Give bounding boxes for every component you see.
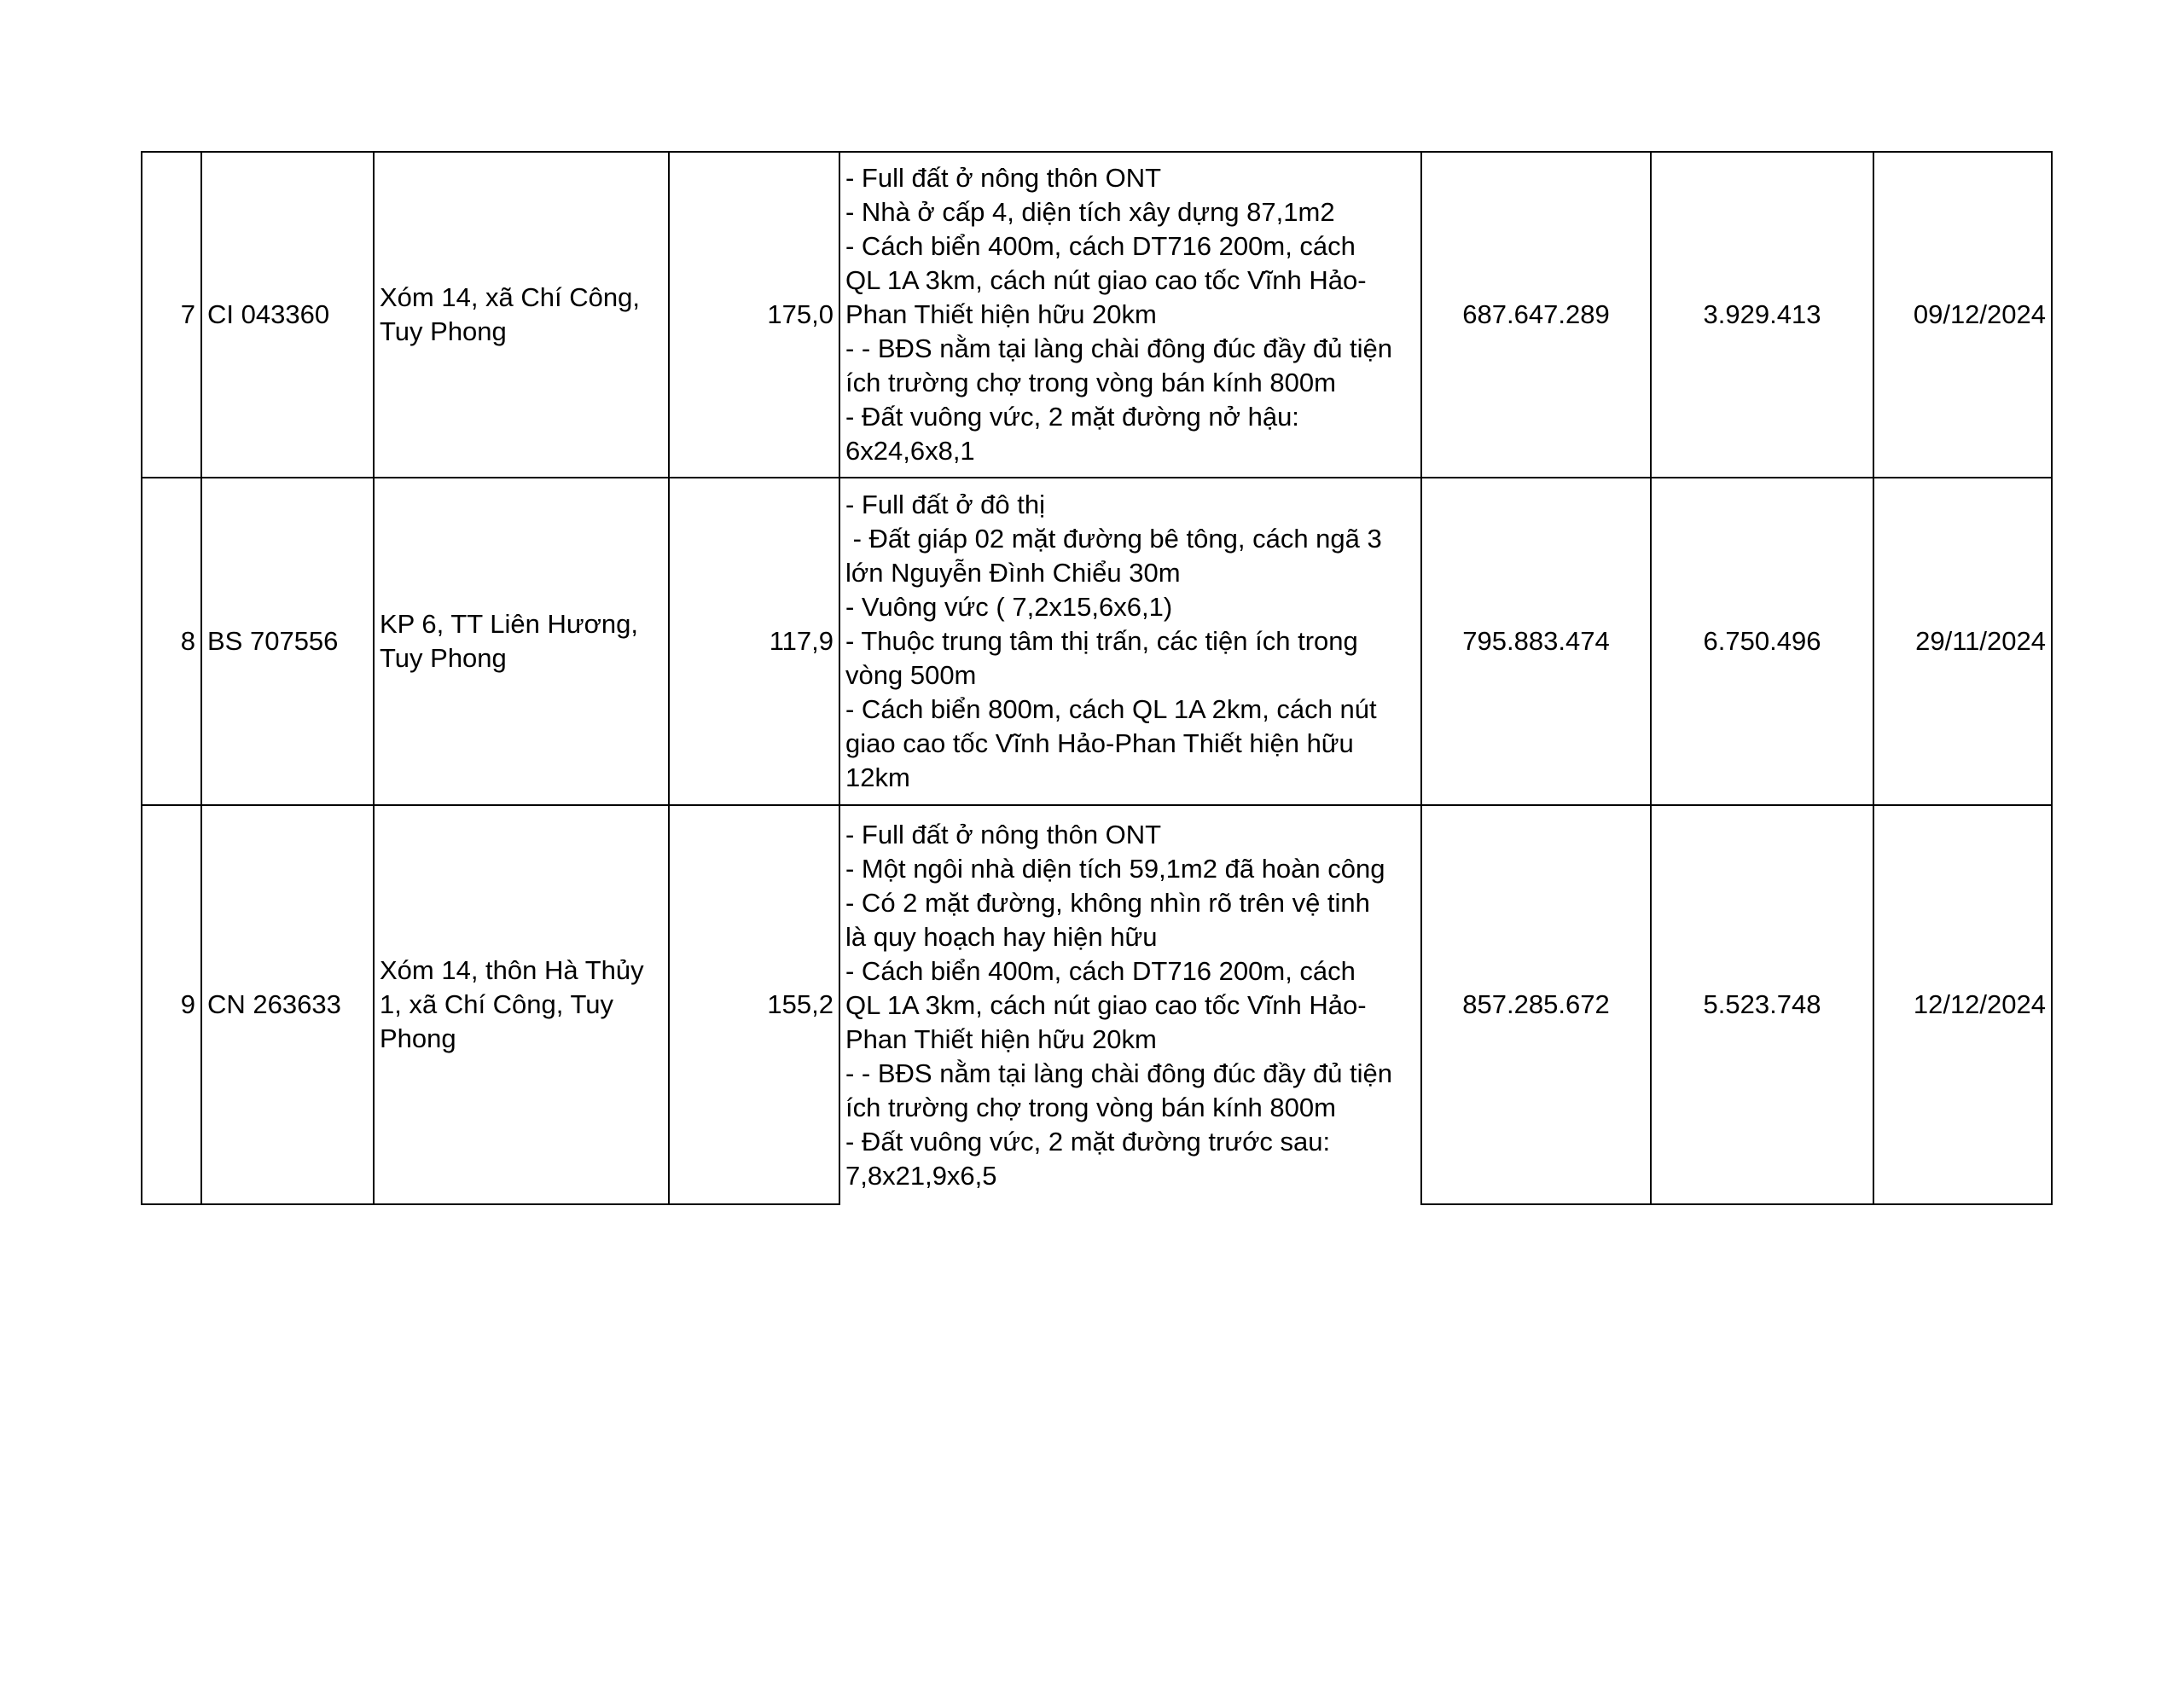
date: 12/12/2024 (1873, 805, 2052, 1204)
address: Xóm 14, xã Chí Công, Tuy Phong (374, 152, 669, 478)
description-line: là quy hoạch hay hiện hữu (845, 921, 1158, 952)
property-table (141, 151, 2053, 1205)
description-line: ích trường chợ trong vòng bán kính 800m (845, 1092, 1336, 1122)
row-number: 8 (142, 478, 201, 805)
certificate-number: BS 707556 (201, 478, 374, 805)
date: 09/12/2024 (1873, 152, 2052, 478)
description (839, 478, 1421, 805)
description-line: 7,8x21,9x6,5 (845, 1160, 997, 1191)
unit-price: 6.750.496 (1651, 478, 1873, 805)
description-line: Phan Thiết hiện hữu 20km (845, 299, 1157, 329)
address: Xóm 14, thôn Hà Thủy 1, xã Chí Công, Tuy Phong (374, 805, 669, 1204)
description-line: - Cách biển 400m, cách DT716 200m, cách (845, 231, 1356, 261)
description-line: - Vuông vức ( 7,2x15,6x6,1) (845, 592, 1173, 622)
unit-price: 5.523.748 (1651, 805, 1873, 1204)
description-line: - Đất vuông vức, 2 mặt đường nở hậu: (845, 402, 1299, 432)
row-number: 7 (142, 152, 201, 478)
unit-price: 3.929.413 (1651, 152, 1873, 478)
land-area: 175,0 (669, 152, 839, 478)
row-number: 9 (142, 805, 201, 1204)
description-line: - Một ngôi nhà diện tích 59,1m2 đã hoàn công (845, 853, 1385, 884)
description-line: - - BĐS nằm tại làng chài đông đúc đầy đủ tiện (845, 333, 1393, 363)
description-line: - Full đất ở nông thôn ONT (845, 819, 1162, 849)
land-area: 155,2 (669, 805, 839, 1204)
land-area: 117,9 (669, 478, 839, 805)
description-line: - - BĐS nằm tại làng chài đông đúc đầy đủ tiện (845, 1058, 1393, 1088)
address: KP 6, TT Liên Hương, Tuy Phong (374, 478, 669, 805)
description-line: ích trường chợ trong vòng bán kính 800m (845, 368, 1336, 397)
date: 29/11/2024 (1873, 478, 2052, 805)
total-price: 795.883.474 (1421, 478, 1651, 805)
description-line: - Cách biển 400m, cách DT716 200m, cách (845, 955, 1356, 986)
certificate-number: CN 263633 (201, 805, 374, 1204)
description-line: QL 1A 3km, cách nút giao cao tốc Vĩnh Hảo- (845, 989, 1367, 1020)
description-line: 12km (845, 762, 910, 792)
description-line: - Đất giáp 02 mặt đường bê tông, cách ngã 3 (845, 524, 1382, 554)
description-line: 6x24,6x8,1 (845, 436, 975, 466)
table-row (142, 805, 2052, 1204)
description-line: - Đất vuông vức, 2 mặt đường trước sau: (845, 1126, 1331, 1157)
description-line: - Full đất ở đô thị (845, 490, 1045, 519)
total-price: 687.647.289 (1421, 152, 1651, 478)
description-line: QL 1A 3km, cách nút giao cao tốc Vĩnh Hảo- (845, 265, 1367, 295)
description-line: - Thuộc trung tâm thị trấn, các tiện ích trong (845, 626, 1358, 656)
total-price: 857.285.672 (1421, 805, 1651, 1204)
description-line: vòng 500m (845, 660, 977, 690)
description (839, 152, 1421, 478)
table-row (142, 478, 2052, 805)
description-line: - Full đất ở nông thôn ONT (845, 163, 1162, 193)
description-line: - Có 2 mặt đường, không nhìn rõ trên vệ tinh (845, 887, 1370, 918)
table-row (142, 152, 2052, 478)
certificate-number: CI 043360 (201, 152, 374, 478)
description (839, 805, 1421, 1204)
description-line: giao cao tốc Vĩnh Hảo-Phan Thiết hiện hữu (845, 728, 1354, 758)
description-line: - Nhà ở cấp 4, diện tích xây dựng 87,1m2 (845, 197, 1335, 227)
description-line: - Cách biển 800m, cách QL 1A 2km, cách nút (845, 694, 1377, 724)
description-line: Phan Thiết hiện hữu 20km (845, 1023, 1157, 1054)
description-line: lớn Nguyễn Đình Chiểu 30m (845, 558, 1181, 588)
